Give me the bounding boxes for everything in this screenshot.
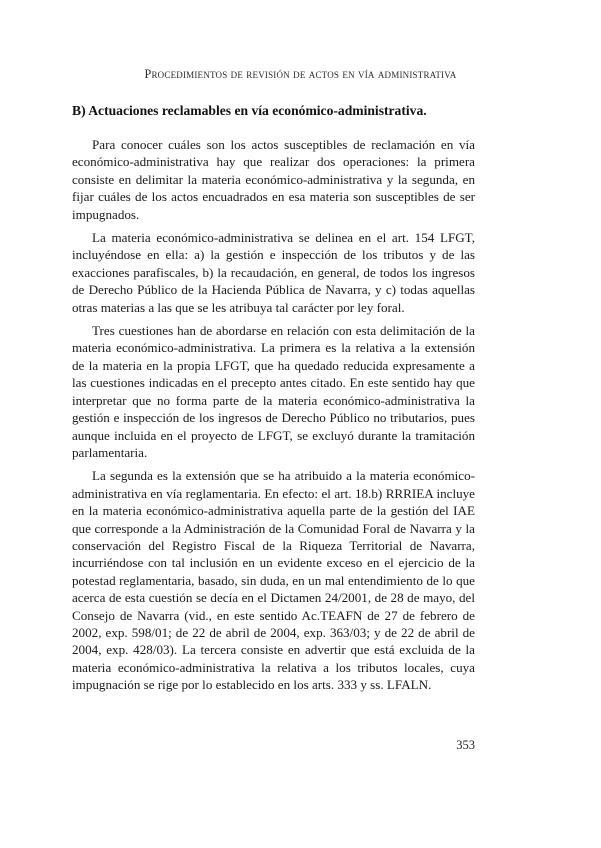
paragraph-3: Tres cuestiones han de abordarse en relación con esta delimitación de la materia económico-administrativa. La primera es la relativa a la extensión de la materia en la propia LFGT, que ha quedado reducida expresamente a las cuestiones indicadas en el precepto antes citado. En este sentido hay que interpretar que no forma parte de la materia económico-administrativa la gestión e inspección de los ingresos de Derecho Público no tributarios, pues aunque incluida en el proyecto de LFGT, se excluyó durante la tramitación parlamentaria. <box>72 323 475 460</box>
paragraph-2: La materia económico-administrativa se delinea en el art. 154 LFGT, incluyéndose en ella: a) la gestión e inspección de los tributos y de las exacciones parafiscales, b) la recaudación, en general, de todos los ingresos de Derecho Público de la Hacienda Pública de Navarra, y c) todas aquellas otras materias a las que se les atribuya tal carácter por ley foral. <box>72 230 475 315</box>
paragraph-4: La segunda es la extensión que se ha atribuido a la materia económico-administrativa en vía reglamentaria. En efecto: el art. 18.b) RRRIEA incluye en la materia económico-administrativa aquella parte de la gestión del IAE que corresponde a la Administración de la Comunidad Foral de Navarra y la conservación del Registro Fiscal de la Riqueza Territorial de Navarra, incurriéndose con tal inclusión en un evidente exceso en el ejercicio de la potestad reglamentaria, basado, sin duda, en un mal entendimiento de lo que acerca de esta cuestión se decía en el Dictamen 24/2001, de 28 de mayo, del Consejo de Navarra (vid., en este sentido Ac.TEAFN de 27 de febrero de 2002, exp. 598/01; de 22 de abril de 2004, exp. 363/03; y de 22 de abril de 2004, exp. 428/03). La tercera consiste en advertir que está excluida de la materia económico-administrativa la relativa a los tributos locales, cuya impugnación se rige por lo establecido en los arts. 333 y ss. LFALN. <box>72 468 475 693</box>
body-text <box>72 136 475 700</box>
section-heading: B) Actuaciones reclamables en vía económico-administrativa. <box>72 103 427 118</box>
page-number: 353 <box>456 738 475 752</box>
paragraph-1: Para conocer cuáles son los actos susceptibles de reclamación en vía económico-administrativa hay que realizar dos operaciones: la primera consiste en delimitar la materia económico-administrativa y la segunda, en fijar cuáles de los actos encuadrados en esa materia son susceptibles de ser impugnados. <box>72 137 475 222</box>
running-header: Procedimientos de revisión de actos en vía administrativa <box>144 67 457 81</box>
